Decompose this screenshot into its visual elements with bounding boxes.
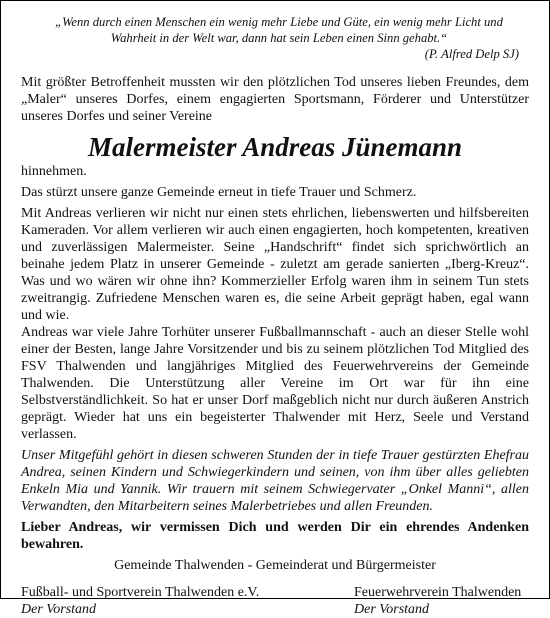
community-signature: Gemeinde Thalwenden - Gemeinderat und Bürgermeister [114, 558, 436, 573]
signatures [21, 584, 529, 618]
signature-feuerwehr [354, 584, 529, 618]
signature-fsv-role: Der Vorstand [21, 602, 97, 617]
intro-paragraph: Mit größter Betroffenheit mussten wir den plötzlichen Tod unseres lieben Freundes, dem „Maler“ unseres Dorfes, einem engagierten Sportsmann, Förderer und Unterstützer unseres Dorfes und seiner Vereine [21, 75, 529, 124]
paragraph-condolence: Unser Mitgefühl gehört in diesen schweren Stunden der in tiefe Trauer gestürzten Ehefrau Andrea, seinen Kindern und Schwiegerkindern und seinen, von ihm über alles geliebten Enkeln Mia und Yannik. Wir trauern mit seinem Schwiegervater „Onkel Manni“, allen Verwandten, den Mitarbeitern seines Malerbetriebes und allen Freunden. [21, 448, 529, 514]
paragraph-trauer: Das stürzt unsere ganze Gemeinde erneut in tiefe Trauer und Schmerz. [21, 185, 417, 200]
paragraph-farewell: Lieber Andreas, wir vermissen Dich und werden Dir ein ehrendes Andenken bewahren. [21, 520, 529, 552]
signature-fsv-org: Fußball- und Sportverein Thalwenden e.V. [21, 585, 260, 600]
quote-source: (P. Alfred Delp SJ) [424, 47, 519, 61]
signature-feuerwehr-role: Der Vorstand [354, 602, 430, 617]
quote-line-1: „Wenn durch einen Menschen ein wenig mehr Liebe und Güte, ein wenig mehr Licht und [55, 15, 503, 29]
paragraph-hinnehmen: hinnehmen. [21, 164, 87, 179]
paragraph-clubs: Andreas war viele Jahre Torhüter unserer Fußballmannschaft - auch an dieser Stelle wohl einer der Besten, lange Jahre Vorsitzender und bis zu seinem plötzlichen Tod Mitglied des FSV Thalwenden und langjähriges Mitglied des Feuerwehrvereins der Gemeinde Thalwenden. Die Unterstützung aller Vereine im Ort war für ihn eine Selbstverständlichkeit. So hat er unser Dorf maßgeblich nicht nur durch äußeren Anstrich geprägt. Wieder hat uns ein begeisterter Thalwender mit Herz, Seele und Verstand verlassen. [21, 325, 529, 442]
signature-fsv [21, 584, 259, 618]
deceased-name: Malermeister Andreas Jünemann [87, 132, 463, 162]
obituary-notice [21, 14, 529, 618]
paragraph-tribute: Mit Andreas verlieren wir nicht nur einen stets ehrlichen, liebenswerten und hilfsbereiten Kameraden. Vor allem verlieren wir auch einen engagierten, hoch kompetenten, kreativen und zuverlässigen Malermeister. Seine „Handschrift“ findet sich sprichwörtlich an beinahe jedem Platz in unserer Gemeinde - zuletzt am gerade sanierten „Iberg-Kreuz“. Was und wo wären wir ohne ihn? Kommerzieller Erfolg waren ihm in seinem Tun stets zweitrangig. Zufriedene Menschen waren es, die seine Arbeit geprägt haben, egal wann und wie. [21, 206, 529, 323]
quote-line-2: Wahrheit in der Welt war, dann hat sein Leben einen Sinn gehabt.“ [110, 31, 448, 45]
quote-block [39, 14, 519, 62]
signature-feuerwehr-org: Feuerwehrverein Thalwenden [354, 585, 522, 600]
